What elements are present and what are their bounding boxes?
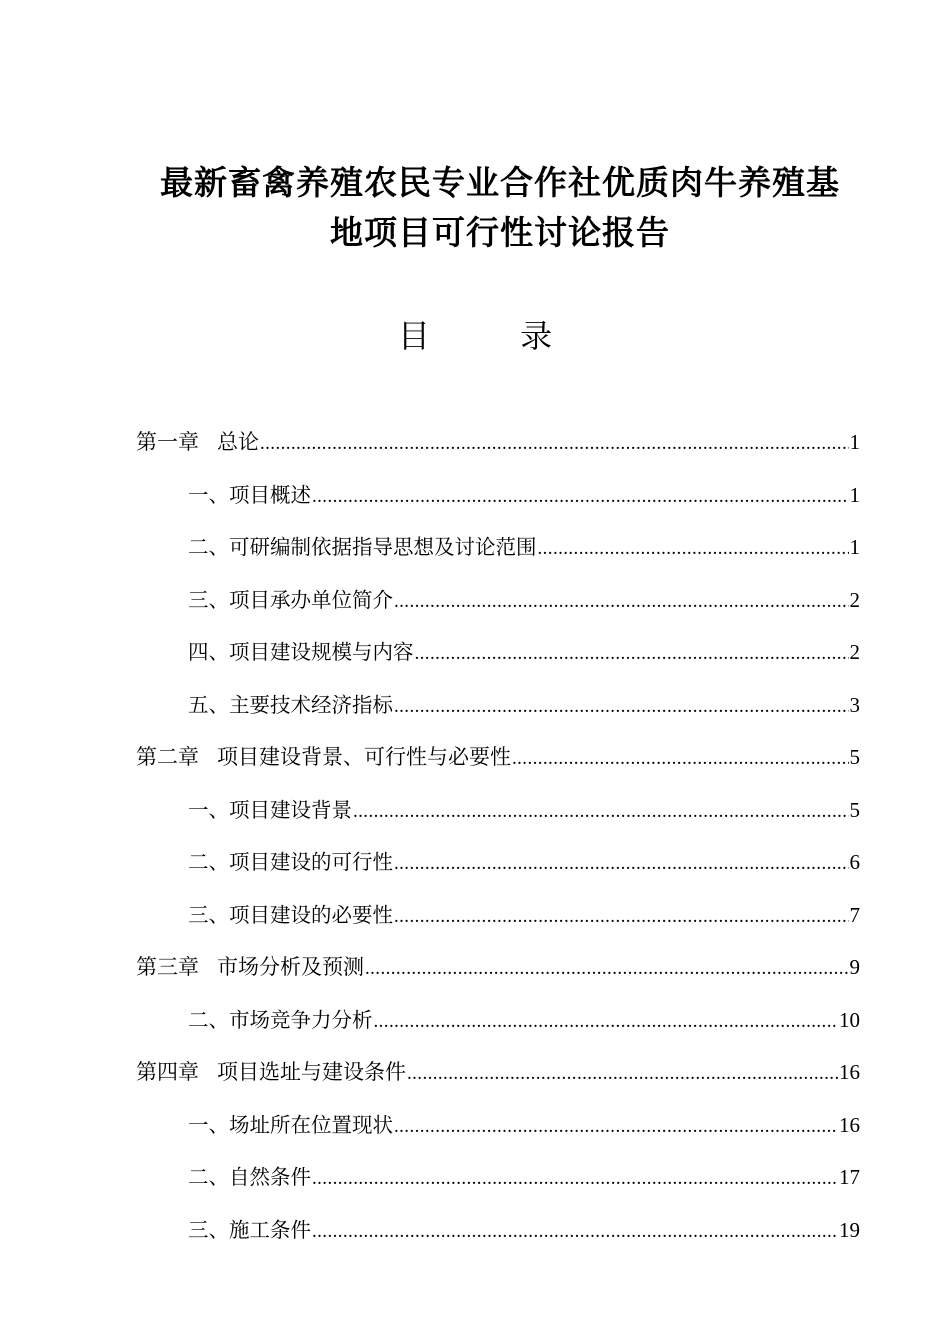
toc-page-number: 2 bbox=[849, 587, 860, 612]
toc-section-entry[interactable] bbox=[136, 998, 860, 1051]
toc-page-number: 1 bbox=[849, 535, 860, 559]
toc-dot-leader bbox=[353, 790, 849, 834]
toc-dot-leader bbox=[415, 632, 849, 676]
toc-dot-leader bbox=[374, 1000, 839, 1044]
toc-entry-title: 五、主要技术经济指标 bbox=[188, 692, 393, 717]
toc-chapter-number: 第四章 bbox=[136, 1060, 199, 1084]
toc-entry-title: 四、项目建设规模与内容 bbox=[188, 640, 414, 664]
toc-section-entry[interactable] bbox=[136, 788, 860, 841]
toc-dot-leader bbox=[407, 1052, 838, 1096]
toc-heading: 目 录 bbox=[397, 317, 593, 355]
toc-page-number: 3 bbox=[849, 692, 860, 717]
toc-chapter-entry[interactable] bbox=[136, 1050, 860, 1103]
toc-entry-title: 二、项目建设的可行性 bbox=[188, 850, 393, 874]
toc-entry-title: 市场分析及预测 bbox=[217, 955, 364, 979]
toc-section-entry[interactable] bbox=[136, 1103, 860, 1156]
document-title bbox=[120, 158, 880, 258]
toc-page-number: 19 bbox=[839, 1217, 860, 1242]
toc-dot-leader bbox=[394, 842, 849, 886]
toc-entry-title: 三、项目建设的必要性 bbox=[188, 902, 393, 927]
toc-section-entry[interactable] bbox=[136, 473, 860, 526]
toc-dot-leader bbox=[394, 685, 849, 729]
toc-section-entry[interactable] bbox=[136, 1155, 860, 1208]
toc-entry-title: 项目建设背景、可行性与必要性 bbox=[217, 745, 511, 769]
document-title-line-1: 最新畜禽养殖农民专业合作社优质肉牛养殖基 bbox=[160, 163, 840, 202]
toc-entry-title: 二、市场竞争力分析 bbox=[188, 1007, 373, 1032]
toc-section-entry[interactable] bbox=[136, 525, 860, 578]
table-of-contents bbox=[136, 420, 860, 1260]
toc-page-number: 1 bbox=[849, 430, 860, 454]
toc-page-number: 1 bbox=[849, 482, 860, 507]
toc-page-number: 16 bbox=[839, 1112, 860, 1137]
toc-page-number: 7 bbox=[849, 902, 860, 927]
toc-section-entry[interactable] bbox=[136, 1208, 860, 1261]
toc-entry-title: 总论 bbox=[217, 430, 259, 454]
toc-section-entry[interactable] bbox=[136, 578, 860, 631]
toc-entry-title: 二、自然条件 bbox=[188, 1165, 311, 1189]
toc-chapter-number: 第一章 bbox=[136, 430, 199, 454]
toc-entry-title: 一、场址所在位置现状 bbox=[188, 1112, 393, 1137]
toc-entry-title: 一、项目建设背景 bbox=[188, 797, 352, 822]
toc-page-number: 17 bbox=[839, 1165, 860, 1189]
toc-page-number: 5 bbox=[849, 797, 860, 822]
toc-chapter-number: 第三章 bbox=[136, 955, 199, 979]
document-title-line-2: 地项目可行性讨论报告 bbox=[330, 213, 670, 252]
toc-chapter-entry[interactable] bbox=[136, 420, 860, 473]
toc-chapter-entry[interactable] bbox=[136, 945, 860, 998]
toc-entry-title: 一、项目概述 bbox=[188, 482, 311, 507]
toc-page-number: 5 bbox=[849, 745, 860, 769]
toc-entry-title: 三、项目承办单位简介 bbox=[188, 587, 393, 612]
toc-dot-leader bbox=[312, 1210, 838, 1254]
toc-dot-leader bbox=[312, 1157, 838, 1201]
toc-dot-leader bbox=[365, 947, 849, 991]
toc-section-entry[interactable] bbox=[136, 683, 860, 736]
toc-page-number: 9 bbox=[849, 955, 860, 979]
toc-dot-leader bbox=[394, 895, 849, 939]
toc-entry-title: 二、可研编制依据指导思想及讨论范围 bbox=[188, 535, 537, 559]
toc-page-number: 16 bbox=[839, 1060, 860, 1084]
toc-entry-title: 项目选址与建设条件 bbox=[217, 1060, 406, 1084]
toc-dot-leader bbox=[312, 475, 849, 519]
toc-section-entry[interactable] bbox=[136, 630, 860, 683]
toc-chapter-entry[interactable] bbox=[136, 735, 860, 788]
toc-section-entry[interactable] bbox=[136, 840, 860, 893]
toc-page-number: 2 bbox=[849, 640, 860, 664]
toc-section-entry[interactable] bbox=[136, 893, 860, 946]
toc-dot-leader bbox=[394, 1105, 838, 1149]
toc-dot-leader bbox=[538, 527, 849, 571]
toc-dot-leader bbox=[512, 737, 849, 781]
toc-chapter-number: 第二章 bbox=[136, 745, 199, 769]
toc-dot-leader bbox=[394, 580, 849, 624]
toc-dot-leader bbox=[260, 422, 849, 466]
toc-entry-title: 三、施工条件 bbox=[188, 1217, 311, 1242]
toc-page-number: 10 bbox=[839, 1007, 860, 1032]
toc-page-number: 6 bbox=[849, 850, 860, 874]
